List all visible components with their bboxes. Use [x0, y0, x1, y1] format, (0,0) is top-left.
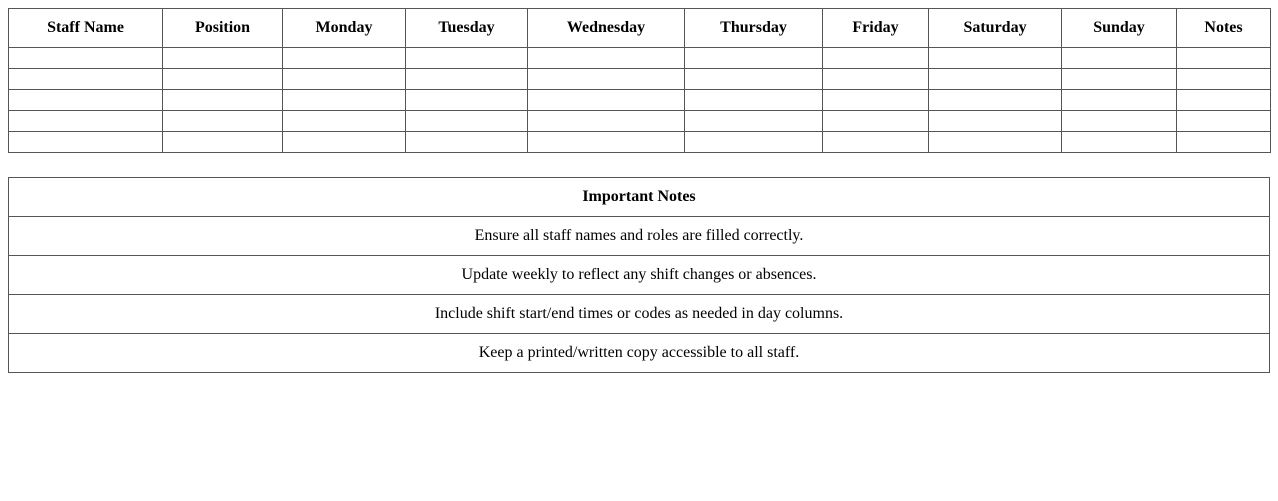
table-cell[interactable]: [823, 90, 929, 111]
note-text: Update weekly to reflect any shift changes or absences.: [9, 256, 1270, 295]
table-cell[interactable]: [406, 48, 528, 69]
table-cell[interactable]: [1062, 132, 1177, 153]
table-cell[interactable]: [929, 111, 1062, 132]
header-friday: Friday: [823, 9, 929, 48]
staff-schedule-table: [8, 8, 1271, 153]
table-cell[interactable]: [163, 48, 283, 69]
note-text: Keep a printed/written copy accessible to all staff.: [9, 334, 1270, 373]
header-thursday: Thursday: [685, 9, 823, 48]
table-cell[interactable]: [528, 111, 685, 132]
table-cell[interactable]: [283, 132, 406, 153]
table-cell[interactable]: [163, 90, 283, 111]
table-cell[interactable]: [929, 90, 1062, 111]
note-text: Ensure all staff names and roles are filled correctly.: [9, 217, 1270, 256]
table-row: [9, 132, 1271, 153]
note-text: Include shift start/end times or codes as needed in day columns.: [9, 295, 1270, 334]
table-cell[interactable]: [283, 111, 406, 132]
table-cell[interactable]: [823, 111, 929, 132]
table-cell[interactable]: [929, 69, 1062, 90]
table-cell[interactable]: [685, 90, 823, 111]
header-wednesday: Wednesday: [528, 9, 685, 48]
table-cell[interactable]: [406, 132, 528, 153]
table-cell[interactable]: [823, 69, 929, 90]
table-cell[interactable]: [283, 48, 406, 69]
notes-title: Important Notes: [9, 178, 1270, 217]
table-cell[interactable]: [823, 48, 929, 69]
table-cell[interactable]: [685, 111, 823, 132]
table-cell[interactable]: [528, 69, 685, 90]
table-cell[interactable]: [528, 132, 685, 153]
list-item: [9, 217, 1270, 256]
table-cell[interactable]: [283, 90, 406, 111]
important-notes-table: [8, 177, 1270, 373]
table-cell[interactable]: [9, 48, 163, 69]
notes-header-row: [9, 178, 1270, 217]
table-cell[interactable]: [406, 90, 528, 111]
table-cell[interactable]: [1177, 48, 1271, 69]
table-cell[interactable]: [1062, 90, 1177, 111]
table-cell[interactable]: [929, 132, 1062, 153]
table-row: [9, 90, 1271, 111]
table-cell[interactable]: [929, 48, 1062, 69]
table-cell[interactable]: [1177, 69, 1271, 90]
table-cell[interactable]: [9, 111, 163, 132]
list-item: [9, 334, 1270, 373]
table-cell[interactable]: [1062, 111, 1177, 132]
table-cell[interactable]: [685, 69, 823, 90]
table-cell[interactable]: [406, 111, 528, 132]
table-cell[interactable]: [163, 111, 283, 132]
table-cell[interactable]: [1177, 90, 1271, 111]
table-cell[interactable]: [823, 132, 929, 153]
header-tuesday: Tuesday: [406, 9, 528, 48]
table-cell[interactable]: [406, 69, 528, 90]
header-position: Position: [163, 9, 283, 48]
table-cell[interactable]: [1062, 48, 1177, 69]
table-cell[interactable]: [1062, 69, 1177, 90]
header-sunday: Sunday: [1062, 9, 1177, 48]
list-item: [9, 295, 1270, 334]
table-cell[interactable]: [528, 48, 685, 69]
table-cell[interactable]: [163, 69, 283, 90]
list-item: [9, 256, 1270, 295]
table-row: [9, 69, 1271, 90]
table-row: [9, 48, 1271, 69]
table-row: [9, 111, 1271, 132]
header-monday: Monday: [283, 9, 406, 48]
table-cell[interactable]: [283, 69, 406, 90]
header-staff-name: Staff Name: [9, 9, 163, 48]
table-cell[interactable]: [685, 132, 823, 153]
table-cell[interactable]: [9, 132, 163, 153]
header-saturday: Saturday: [929, 9, 1062, 48]
header-notes: Notes: [1177, 9, 1271, 48]
table-cell[interactable]: [9, 69, 163, 90]
schedule-header-row: [9, 9, 1271, 48]
table-cell[interactable]: [528, 90, 685, 111]
table-cell[interactable]: [9, 90, 163, 111]
table-cell[interactable]: [163, 132, 283, 153]
table-cell[interactable]: [685, 48, 823, 69]
table-cell[interactable]: [1177, 132, 1271, 153]
table-cell[interactable]: [1177, 111, 1271, 132]
